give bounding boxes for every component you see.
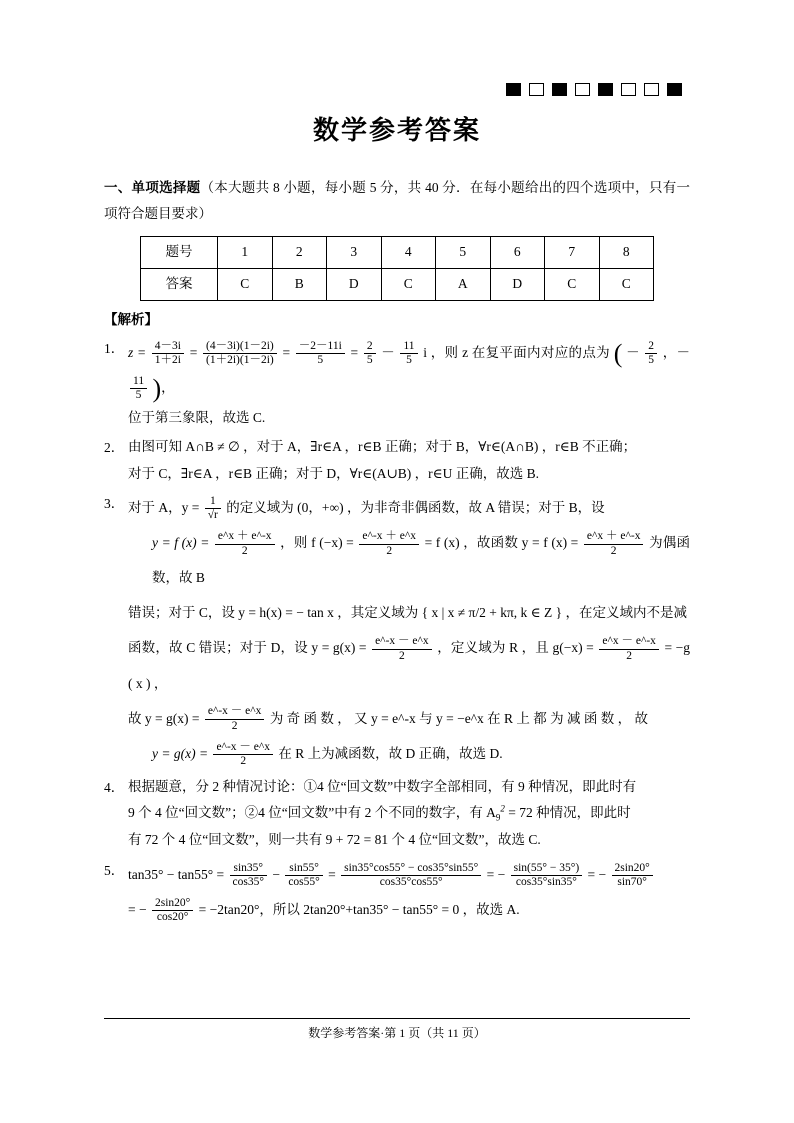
page-footer: 数学参考答案·第 1 页（共 11 页） [308,1026,486,1040]
fraction-denominator: cos35°sin35° [515,876,577,889]
fraction [213,741,273,769]
fraction-denominator: 2 [241,544,248,557]
section-instructions: （本大题共 8 小题，每小题 5 分，共 40 分．在每小题给出的四个选项中，只有一项符合题目要求） [104,180,691,222]
fraction [130,375,147,403]
fraction-denominator: sin70° [617,876,647,889]
fraction-numerator: 1 [205,495,221,510]
op: = − [587,866,607,882]
table-row [141,268,654,300]
fraction [152,340,184,368]
minus-sign: － [381,344,395,360]
document-body [104,175,690,930]
fraction [230,862,267,890]
barcode-bar [644,83,659,96]
item-number: 4． [104,779,125,795]
fraction [400,340,417,368]
fraction-denominator: 2 [626,649,633,662]
fraction-denominator: 5 [648,354,655,367]
question-number: 4 [381,236,436,268]
op: − [272,866,280,882]
equation-line [128,892,690,927]
paren-open: ( [613,339,623,369]
row-label-number: 题号 [141,236,218,268]
fraction-numerator: 11 [130,375,147,390]
equation-line [128,490,690,525]
fraction-numerator: 2 [645,340,657,355]
equation-line [128,701,690,736]
set-notation: { x | x ≠ π/2 + kπ, k ∈ Z } [421,605,563,621]
fraction-numerator: sin35°cos55° − cos35°sin55° [341,862,481,877]
section-heading-line [104,175,690,228]
fraction [341,862,481,890]
fraction-denominator: 2 [386,544,393,557]
fraction-numerator: 11 [400,340,417,355]
text-line: 对于 C，∃r∈A ，r∈B 正确；对于 D，∀r∈(A∪B) ，r∈U 正确，故选 B. [128,465,539,481]
fraction-numerator: 2 [364,340,376,355]
conclusion-line: 位于第三象限，故选 C. [128,410,266,426]
fraction-numerator: 4－3i [152,340,184,355]
item-body [128,434,690,487]
fraction [203,340,277,368]
barcode-bar [667,83,682,96]
fraction [364,340,376,368]
text-part: 函数，故 C 错误；对于 D，设 y = g(x) = [128,640,367,656]
answer-table [140,236,654,301]
fraction-denominator: 2 [610,544,617,557]
barcode-bar [621,83,636,96]
text-part: = 72 种情况，即此时 [508,805,631,821]
neg: － [626,344,640,360]
answer-cell: D [490,268,545,300]
equation-line [128,335,690,405]
answer-cell: D [327,268,382,300]
text-part: 为偶函数，故 B [152,535,690,586]
analysis-item-2 [104,434,690,487]
text-part: 错误；对于 C，设 y = h(x) = − tan x ，其定义域为 [128,605,419,621]
barcode-bar [506,83,521,96]
fraction-numerator: e^x ＋ e^-x [584,530,644,545]
fraction-numerator: e^-x － e^x [205,705,265,720]
table-row [141,236,654,268]
text-part: = f (x) ，故函数 y = f (x) = [424,535,579,551]
section-heading: 一、单项选择题 [104,180,201,195]
eq-tail: i ，则 z 在复平面内对应的点为 [423,344,610,360]
op: = − [128,901,147,917]
fraction-denominator: 2 [240,755,247,768]
text-part: tan35° − tan55° = [128,866,225,882]
question-number: 5 [436,236,491,268]
analysis-item-5 [104,857,690,927]
fraction-numerator: e^x ＋ e^-x [215,530,275,545]
eq-sign: = [350,344,359,360]
text-line: 根据题意，分 2 种情况讨论：①4 位“回文数”中数字全部相同，有 9 种情况，即此时有 [128,778,637,794]
fraction-numerator: e^-x － e^x [372,635,432,650]
answer-cell: C [381,268,436,300]
text-line: 有 72 个 4 位“回文数”，则一共有 9 + 72 = 81 个 4 位“回文数”，故选 C. [128,832,541,848]
paren-close: ) [152,374,162,404]
fraction-denominator: cos20° [156,911,189,924]
fraction-denominator: √r [207,509,218,522]
text-part: 故 y = g(x) = [128,710,200,726]
text-part: ，则 f (−x) = [280,535,354,551]
superscript: 2 [500,803,505,814]
fraction-denominator: cos55° [288,876,320,889]
answer-cell: C [545,268,600,300]
equation-line [152,525,690,595]
text-part: y = g(x) = [152,745,209,761]
question-number: 1 [218,236,273,268]
analysis-item-4 [104,774,690,854]
fraction-denominator: (1＋2i)(1－2i) [206,354,274,367]
fraction [285,862,322,890]
answer-cell: C [218,268,273,300]
eq-lead: z = [128,344,147,360]
item-body [128,335,690,432]
fraction-denominator: 5 [406,354,412,367]
fraction-numerator: e^-x ＋ e^x [359,530,419,545]
analysis-item-3 [104,490,690,771]
text-part: 为 奇 函 数 ， 又 y = e^-x 与 y = −e^x 在 R 上 都 为 减 函 数 ， 故 [269,710,649,726]
analysis-item-1 [104,335,690,432]
item-number: 3． [104,496,125,512]
eq-sign: = [189,344,198,360]
subscript: 9 [495,812,501,823]
fraction-denominator: 2 [399,649,405,662]
fraction-denominator: 2 [231,720,238,733]
equation-line [128,630,690,700]
row-label-answer: 答案 [141,268,218,300]
fraction-numerator: e^-x － e^x [213,741,273,756]
fraction-numerator: 2sin20° [612,862,653,877]
fraction [359,530,419,558]
item-body [128,774,690,854]
fraction-numerator: sin(55° − 35°) [511,862,583,877]
fraction-numerator: e^x － e^-x [599,635,659,650]
fraction-denominator: 5 [317,354,324,367]
text-part: 在 R 上为减函数，故 D 正确，故选 D. [278,745,503,761]
fraction-numerator: (4－3i)(1－2i) [203,340,277,355]
fraction-denominator: 5 [366,354,373,367]
text-part: y = f (x) = [152,535,210,551]
text-part: = −2tan20°，所以 2tan20°+tan35° − tan55° = 0 ，故选 A. [198,901,520,917]
fraction [511,862,583,890]
fraction [612,862,653,890]
op: = [328,866,336,882]
barcode-bar [529,83,544,96]
text-part: = −g ( x ) ， [128,640,691,691]
question-number: 7 [545,236,600,268]
fraction-numerator: 2sin20° [152,897,193,912]
fraction [205,705,265,733]
fraction [296,340,345,368]
op: = − [486,866,506,882]
analysis-label: 【解析】 [104,311,158,327]
equation-line [128,857,690,892]
item-body [128,857,690,927]
fraction [205,495,221,523]
answer-cell: A [436,268,491,300]
barcode [506,80,690,96]
item-number: 1． [104,340,125,356]
barcode-bar [598,83,613,96]
question-number: 3 [327,236,382,268]
eq-sign: = [282,344,291,360]
equation-line [128,595,690,630]
answer-cell: B [272,268,327,300]
question-number: 8 [599,236,654,268]
page-title: 数学参考答案 [312,116,481,145]
text-part: ，在定义域内不是减 [565,605,688,621]
text-part: 的定义域为 (0，+∞) ，为非奇非偶函数，故 A 错误；对于 B，设 [226,500,605,516]
fraction-denominator: 5 [135,389,142,402]
fraction [152,897,193,925]
item-number: 2． [104,440,125,456]
text-line [128,800,690,827]
fraction-denominator: cos35°cos55° [379,876,443,889]
text-part: 对于 A，y = [128,500,200,516]
fraction-numerator: sin55° [285,862,322,877]
fraction-numerator: sin35° [230,862,267,877]
footer-divider [104,1018,690,1019]
fraction-denominator: 1＋2i [154,354,181,367]
fraction [645,340,657,368]
fraction-denominator: cos35° [232,876,264,889]
question-number: 6 [490,236,545,268]
text-part: 9 个 4 位“回文数”；②4 位“回文数”中有 2 个不同的数字，有 A [128,805,496,821]
item-body [128,490,690,771]
barcode-bar [552,83,567,96]
fraction [584,530,644,558]
equation-line [152,736,690,771]
period: ， [161,380,175,396]
comma: ，－ [662,344,691,360]
question-number: 2 [272,236,327,268]
text-part: ，定义域为 R ，且 g(−x) = [437,640,594,656]
fraction [215,530,275,558]
fraction-numerator: －2－11i [296,340,345,355]
barcode-bar [575,83,590,96]
answer-cell: C [599,268,654,300]
item-number: 5． [104,862,125,878]
fraction [372,635,432,663]
text-line: 由图可知 A∩B ≠ ∅ ，对于 A，∃r∈A ，r∈B 正确；对于 B，∀r∈(A∩B) ，r∈B 不正确； [128,439,637,455]
fraction [599,635,659,663]
